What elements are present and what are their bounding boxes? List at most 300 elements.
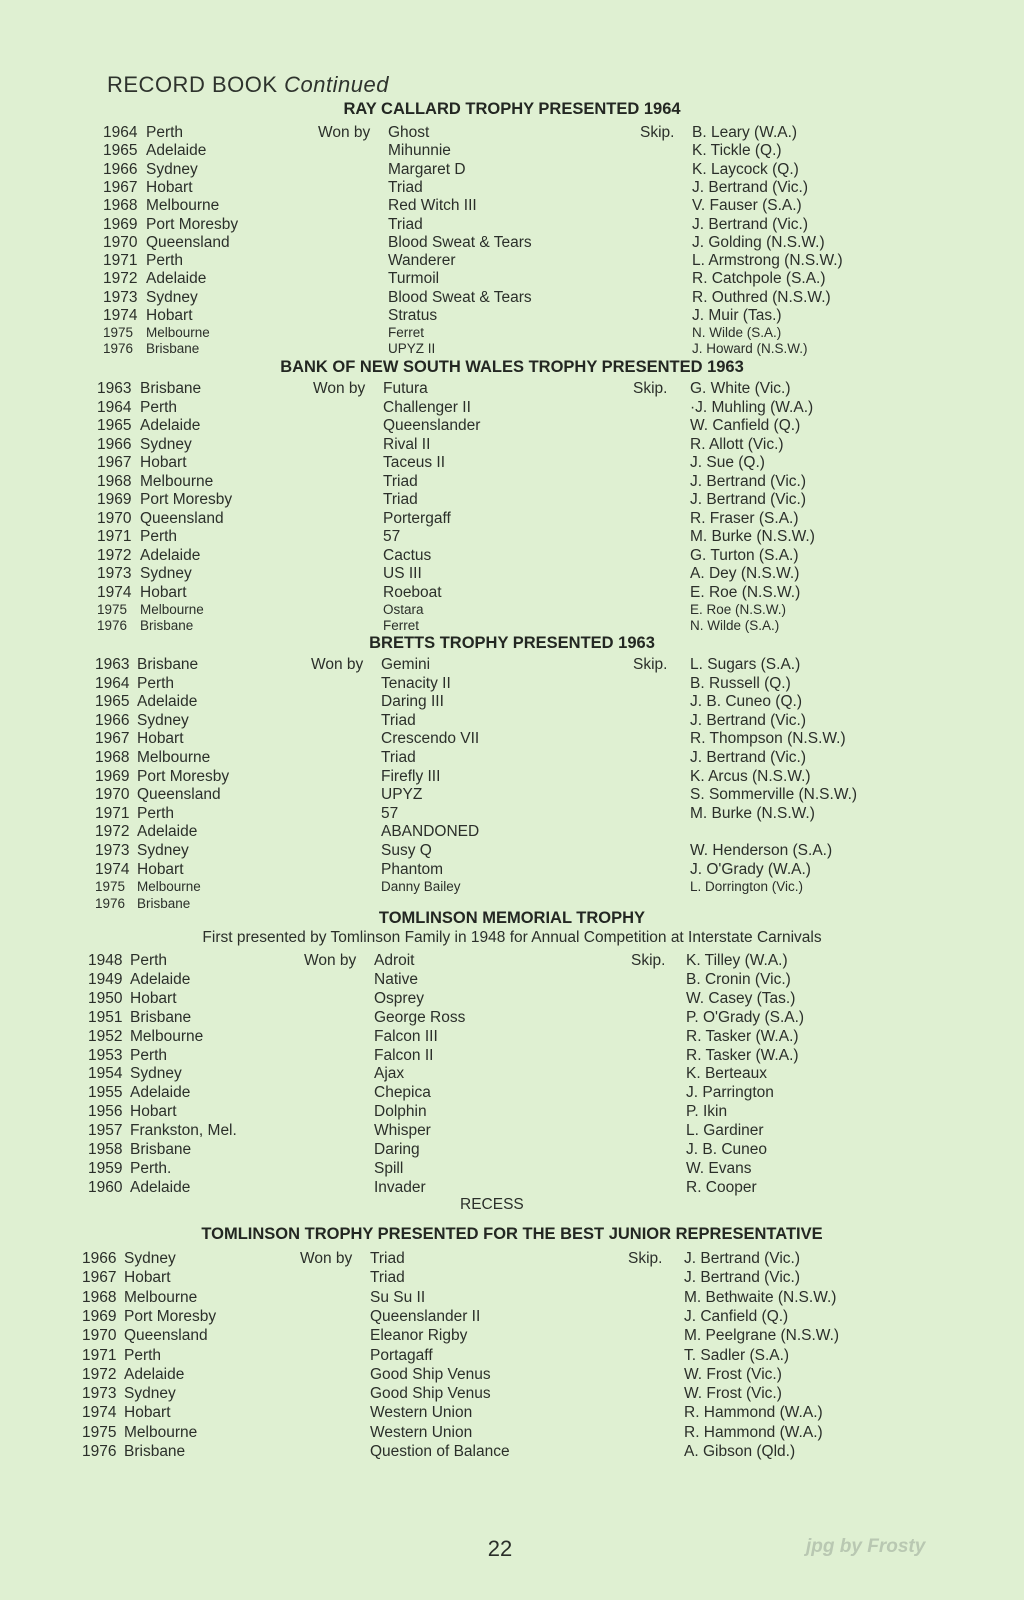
row-yacht: Blood Sweat & Tears: [388, 288, 532, 306]
row-yacht: Ostara: [383, 602, 424, 617]
row-year: 1968: [82, 1288, 117, 1306]
row-venue: Brisbane: [146, 340, 200, 356]
header-title: RECORD BOOK: [107, 72, 278, 97]
skip-label: Skip.: [631, 952, 666, 969]
row-yacht: Cactus: [383, 546, 432, 564]
row-skipper: B. Russell (Q.): [690, 674, 791, 692]
row-venue: Brisbane: [140, 617, 194, 633]
row-year: 1967: [82, 1269, 117, 1287]
row-yacht: Dolphin: [374, 1103, 427, 1121]
row-skipper: S. Sommerville (N.S.W.): [690, 786, 858, 804]
row-venue: Perth.: [130, 1159, 172, 1177]
row-skipper: J. Bertrand (Vic.): [684, 1269, 801, 1287]
row-yacht: Taceus II: [383, 454, 446, 471]
row-venue: Brisbane: [124, 1443, 186, 1460]
row-year: 1955: [88, 1084, 123, 1102]
row-yacht: Triad: [388, 215, 423, 233]
row-year: 1965: [103, 142, 138, 160]
scan-credit: jpg by Frosty: [806, 1536, 926, 1557]
page-number: 22: [487, 1536, 513, 1561]
row-year: 1975: [82, 1423, 117, 1441]
row-venue: Sydney: [140, 565, 192, 582]
row-venue: Sydney: [146, 288, 198, 306]
skip-label: Skip.: [633, 380, 668, 397]
row-skipper: R. Tasker (W.A.): [686, 1046, 799, 1064]
row-yacht: Invader: [374, 1178, 426, 1196]
row-venue: Adelaide: [130, 1178, 191, 1196]
row-year: 1964: [103, 124, 138, 141]
row-yacht: Chepica: [374, 1084, 431, 1102]
result-row: [0, 805, 1024, 823]
row-yacht: Eleanor Rigby: [370, 1327, 468, 1345]
result-row: [0, 270, 1024, 288]
row-year: 1976: [103, 340, 134, 356]
row-yacht: Daring: [374, 1141, 420, 1158]
row-yacht: Blood Sweat & Tears: [388, 233, 532, 251]
row-venue: Hobart: [140, 583, 187, 601]
row-year: 1969: [103, 215, 138, 233]
row-venue: Sydney: [130, 1065, 182, 1083]
row-year: 1968: [95, 749, 130, 766]
row-year: 1967: [95, 730, 130, 748]
row-yacht: ABANDONED: [381, 823, 480, 841]
row-yacht: Adroit: [374, 952, 415, 969]
row-skipper: T. Sadler (S.A.): [684, 1346, 790, 1364]
row-yacht: Rival II: [383, 435, 431, 453]
row-year: 1969: [95, 767, 130, 785]
row-year: 1967: [103, 178, 138, 196]
row-yacht: Ghost: [388, 124, 430, 141]
row-year: 1966: [103, 160, 138, 178]
row-year: 1953: [88, 1046, 123, 1064]
row-venue: Perth: [146, 252, 184, 270]
row-venue: Perth: [137, 804, 175, 822]
row-skipper: J. Bertrand (Vic.): [684, 1250, 801, 1267]
result-row: [0, 1179, 1024, 1197]
result-row: [0, 1308, 1024, 1326]
result-row: [0, 730, 1024, 748]
row-skipper: K. Laycock (Q.): [692, 160, 799, 178]
row-venue: Brisbane: [130, 1008, 192, 1026]
result-row: [0, 584, 1024, 602]
row-venue: Hobart: [146, 178, 193, 196]
row-venue: Adelaide: [137, 693, 198, 711]
row-skipper: K. Tilley (W.A.): [686, 952, 788, 969]
result-row: [0, 510, 1024, 528]
row-year: 1975: [95, 879, 126, 895]
row-year: 1959: [88, 1159, 123, 1177]
row-venue: Melbourne: [140, 602, 204, 617]
row-venue: Queensland: [140, 509, 224, 527]
row-yacht: Daring III: [381, 693, 444, 711]
result-row: [0, 1269, 1024, 1287]
recess-note: RECESS: [460, 1196, 524, 1213]
row-yacht: 57: [383, 528, 401, 545]
row-skipper: J. Bertrand (Vic.): [692, 215, 809, 233]
row-yacht: Triad: [381, 749, 416, 766]
result-row: [0, 380, 1024, 398]
row-year: 1972: [103, 270, 138, 288]
row-year: 1971: [103, 252, 138, 270]
result-row: [0, 1347, 1024, 1365]
row-yacht: US III: [383, 565, 422, 582]
row-venue: Queensland: [124, 1327, 208, 1345]
result-row: [0, 823, 1024, 841]
row-skipper: B. Cronin (Vic.): [686, 970, 791, 988]
page-header: [107, 72, 389, 98]
won-by-label: Won by: [300, 1250, 353, 1267]
row-venue: Brisbane: [130, 1141, 192, 1158]
row-year: 1956: [88, 1103, 123, 1121]
row-yacht: Roeboat: [383, 583, 442, 601]
row-year: 1973: [97, 565, 132, 582]
row-venue: Adelaide: [140, 417, 201, 434]
result-row: [0, 971, 1024, 989]
won-by-label: Won by: [311, 656, 364, 673]
row-yacht: Futura: [383, 380, 428, 397]
row-yacht: 57: [381, 804, 399, 822]
row-yacht: Triad: [381, 711, 416, 729]
row-venue: Adelaide: [130, 1084, 191, 1102]
row-venue: Perth: [140, 528, 178, 545]
row-skipper: K. Arcus (N.S.W.): [690, 767, 811, 785]
header-continued: Continued: [284, 72, 389, 97]
row-yacht: Challenger II: [383, 398, 471, 416]
row-venue: Brisbane: [137, 896, 191, 912]
skip-label: Skip.: [640, 124, 675, 141]
row-yacht: George Ross: [374, 1008, 466, 1026]
row-yacht: Ferret: [388, 325, 425, 341]
row-venue: Perth: [130, 952, 168, 969]
result-row: [0, 693, 1024, 711]
row-venue: Queensland: [137, 786, 221, 804]
row-year: 1966: [95, 711, 130, 729]
row-year: 1952: [88, 1027, 123, 1045]
row-yacht: Wanderer: [388, 252, 456, 270]
row-venue: Adelaide: [140, 546, 201, 564]
row-venue: Perth: [140, 398, 178, 416]
row-year: 1975: [103, 325, 134, 341]
row-skipper: M. Burke (N.S.W.): [690, 528, 815, 545]
result-row: [0, 786, 1024, 804]
row-year: 1970: [95, 786, 130, 804]
row-skipper: J. Bertrand (Vic.): [690, 472, 807, 490]
row-year: 1963: [95, 656, 130, 673]
row-venue: Frankston, Mel.: [130, 1122, 237, 1140]
row-skipper: J. Golding (N.S.W.): [692, 233, 825, 251]
row-venue: Brisbane: [140, 380, 202, 397]
row-yacht: Triad: [388, 178, 423, 196]
row-year: 1968: [97, 472, 132, 490]
row-year: 1973: [103, 288, 138, 306]
row-year: 1950: [88, 989, 123, 1007]
result-row: [0, 252, 1024, 270]
result-row: [0, 1443, 1024, 1461]
result-row: [0, 952, 1024, 970]
result-row: [0, 768, 1024, 786]
row-skipper: M. Burke (N.S.W.): [690, 804, 815, 822]
row-skipper: N. Wilde (S.A.): [690, 617, 780, 633]
row-year: 1970: [82, 1327, 117, 1345]
row-year: 1972: [95, 823, 130, 841]
row-venue: Adelaide: [124, 1365, 185, 1383]
row-venue: Adelaide: [137, 823, 198, 841]
row-venue: Hobart: [137, 730, 184, 748]
result-row: [0, 1160, 1024, 1178]
row-yacht: Western Union: [370, 1423, 473, 1441]
row-venue: Melbourne: [146, 325, 210, 341]
row-yacht: Tenacity II: [381, 674, 451, 692]
row-year: 1976: [95, 896, 126, 912]
trophy-title: TOMLINSON TROPHY PRESENTED FOR THE BEST JUNIOR REPRESENTATIVE: [201, 1225, 823, 1243]
row-year: 1974: [97, 583, 132, 601]
result-row: [0, 1385, 1024, 1403]
row-skipper: R. Thompson (N.S.W.): [690, 730, 846, 748]
row-skipper: M. Peelgrane (N.S.W.): [684, 1327, 840, 1345]
row-venue: Melbourne: [146, 197, 220, 215]
row-year: 1957: [88, 1122, 123, 1140]
row-year: 1973: [82, 1385, 117, 1403]
row-yacht: Good Ship Venus: [370, 1385, 491, 1403]
result-row: [0, 1103, 1024, 1121]
row-venue: Hobart: [140, 454, 187, 471]
row-skipper: R. Outhred (N.S.W.): [692, 288, 831, 306]
result-row: [0, 861, 1024, 879]
row-yacht: Queenslander II: [370, 1307, 481, 1325]
row-venue: Queensland: [146, 233, 230, 251]
row-skipper: V. Fauser (S.A.): [692, 197, 802, 215]
row-year: 1972: [82, 1365, 117, 1383]
result-row: [0, 289, 1024, 307]
row-skipper: N. Wilde (S.A.): [692, 325, 782, 341]
row-skipper: J. Bertrand (Vic.): [690, 491, 807, 508]
row-skipper: R. Allott (Vic.): [690, 435, 784, 453]
row-skipper: R. Catchpole (S.A.): [692, 270, 826, 288]
row-venue: Melbourne: [140, 472, 214, 490]
row-yacht: Spill: [374, 1159, 404, 1177]
row-year: 1974: [103, 307, 138, 324]
row-venue: Sydney: [140, 435, 192, 453]
row-skipper: L. Dorrington (Vic.): [690, 879, 804, 895]
result-row: [0, 142, 1024, 160]
row-skipper: J. Parrington: [686, 1084, 774, 1102]
result-row: [0, 547, 1024, 565]
row-skipper: A. Gibson (Qld.): [684, 1443, 796, 1460]
row-yacht: Crescendo VII: [381, 730, 480, 748]
row-skipper: G. Turton (S.A.): [690, 546, 799, 564]
row-year: 1964: [95, 674, 130, 692]
result-row: [0, 491, 1024, 509]
row-yacht: Mihunnie: [388, 142, 451, 160]
row-year: 1966: [82, 1250, 117, 1267]
row-year: 1973: [95, 842, 130, 859]
won-by-label: Won by: [304, 952, 357, 969]
row-skipper: J. Bertrand (Vic.): [692, 178, 809, 196]
row-yacht: Red Witch III: [388, 197, 477, 215]
result-row: [0, 473, 1024, 491]
row-venue: Adelaide: [130, 970, 191, 988]
row-skipper: J. Howard (N.S.W.): [692, 340, 808, 356]
row-year: 1971: [95, 804, 130, 822]
row-yacht: Question of Balance: [370, 1443, 510, 1460]
row-venue: Perth: [146, 124, 184, 141]
row-yacht: Margaret D: [388, 160, 466, 178]
row-skipper: E. Roe (N.S.W.): [690, 583, 801, 601]
result-row: [0, 712, 1024, 730]
row-skipper: J. Bertrand (Vic.): [690, 749, 807, 766]
result-row: [0, 399, 1024, 417]
row-year: 1965: [97, 417, 132, 434]
trophy-title: TOMLINSON MEMORIAL TROPHY: [378, 909, 646, 927]
row-venue: Port Moresby: [124, 1307, 217, 1325]
row-skipper: J. O'Grady (W.A.): [690, 860, 811, 878]
row-skipper: W. Evans: [686, 1159, 752, 1177]
row-yacht: Phantom: [381, 860, 444, 878]
row-skipper: R. Hammond (W.A.): [684, 1404, 823, 1422]
row-year: 1974: [95, 860, 130, 878]
row-skipper: L. Sugars (S.A.): [690, 656, 801, 673]
result-row: [0, 1327, 1024, 1345]
trophy-subtitle: First presented by Tomlinson Family in 1948 for Annual Competition at Interstate Carnivals: [202, 929, 822, 946]
row-year: 1976: [82, 1443, 117, 1460]
row-venue: Sydney: [124, 1385, 176, 1403]
row-yacht: Portergaff: [383, 509, 451, 527]
result-row: [0, 1028, 1024, 1046]
result-row: [0, 528, 1024, 546]
row-skipper: R. Hammond (W.A.): [684, 1423, 823, 1441]
row-yacht: Firefly III: [381, 767, 441, 785]
row-yacht: Triad: [370, 1269, 405, 1287]
row-venue: Sydney: [124, 1250, 176, 1267]
row-yacht: Falcon III: [374, 1027, 438, 1045]
row-skipper: W. Canfield (Q.): [690, 417, 801, 434]
row-yacht: UPYZ II: [388, 340, 436, 356]
row-skipper: ·J. Muhling (W.A.): [690, 398, 814, 416]
result-row: [0, 234, 1024, 252]
row-skipper: P. O'Grady (S.A.): [686, 1008, 805, 1026]
row-venue: Port Moresby: [146, 215, 239, 233]
row-year: 1964: [97, 398, 132, 416]
row-venue: Brisbane: [137, 656, 199, 673]
result-row: [0, 990, 1024, 1008]
row-year: 1948: [88, 952, 123, 969]
row-yacht: Queenslander: [383, 417, 481, 434]
row-skipper: K. Berteaux: [686, 1065, 767, 1083]
result-row: [0, 1366, 1024, 1384]
won-by-label: Won by: [318, 124, 371, 141]
result-row: [0, 1122, 1024, 1140]
trophy-title: RAY CALLARD TROPHY PRESENTED 1964: [343, 100, 681, 118]
row-venue: Perth: [137, 674, 175, 692]
row-yacht: Turmoil: [388, 270, 440, 288]
row-yacht: Stratus: [388, 307, 438, 324]
row-yacht: Danny Bailey: [381, 879, 461, 895]
row-year: 1949: [88, 970, 123, 988]
result-row: [0, 1424, 1024, 1442]
row-venue: Hobart: [130, 1103, 177, 1121]
result-row: [0, 436, 1024, 454]
row-skipper: J. B. Cuneo (Q.): [690, 693, 802, 711]
result-row: [0, 1250, 1024, 1268]
row-venue: Melbourne: [137, 749, 211, 766]
row-skipper: R. Fraser (S.A.): [690, 509, 799, 527]
result-row: [0, 1047, 1024, 1065]
row-skipper: W. Casey (Tas.): [686, 989, 796, 1007]
result-row: [0, 618, 1024, 636]
result-row: [0, 1289, 1024, 1307]
row-year: 1976: [97, 617, 128, 633]
result-row: [0, 179, 1024, 197]
row-year: 1969: [97, 491, 132, 508]
row-year: 1951: [88, 1008, 123, 1026]
skip-label: Skip.: [633, 656, 668, 673]
row-year: 1971: [97, 528, 132, 545]
row-skipper: P. Ikin: [686, 1103, 728, 1121]
result-row: [0, 124, 1024, 142]
trophy-title: BANK OF NEW SOUTH WALES TROPHY PRESENTED 1963: [280, 358, 744, 376]
row-skipper: W. Frost (Vic.): [684, 1385, 782, 1403]
row-yacht: Portagaff: [370, 1346, 433, 1364]
row-skipper: J. Bertrand (Vic.): [690, 711, 807, 729]
row-venue: Adelaide: [146, 142, 207, 160]
result-row: [0, 161, 1024, 179]
row-venue: Hobart: [130, 989, 177, 1007]
row-year: 1970: [97, 509, 132, 527]
row-yacht: Good Ship Venus: [370, 1365, 491, 1383]
result-row: [0, 307, 1024, 325]
result-row: [0, 1084, 1024, 1102]
row-year: 1966: [97, 435, 132, 453]
result-row: [0, 1141, 1024, 1159]
row-skipper: J. B. Cuneo: [686, 1141, 767, 1158]
row-venue: Melbourne: [124, 1288, 198, 1306]
row-year: 1963: [97, 380, 132, 397]
row-yacht: Triad: [383, 472, 418, 490]
row-year: 1968: [103, 197, 138, 215]
row-year: 1954: [88, 1065, 123, 1083]
row-skipper: L. Armstrong (N.S.W.): [692, 252, 843, 270]
row-year: 1970: [103, 233, 138, 251]
row-year: 1958: [88, 1141, 123, 1158]
row-yacht: Gemini: [381, 656, 431, 673]
row-yacht: Ajax: [374, 1065, 405, 1083]
result-row: [0, 842, 1024, 860]
result-row: [0, 565, 1024, 583]
row-venue: Melbourne: [130, 1027, 204, 1045]
result-row: [0, 341, 1024, 359]
row-skipper: R. Tasker (W.A.): [686, 1027, 799, 1045]
result-row: [0, 656, 1024, 674]
result-row: [0, 879, 1024, 897]
row-year: 1972: [97, 546, 132, 564]
row-skipper: J. Muir (Tas.): [692, 307, 782, 324]
row-venue: Melbourne: [137, 879, 201, 895]
row-year: 1969: [82, 1307, 117, 1325]
row-venue: Hobart: [124, 1269, 171, 1287]
row-skipper: J. Sue (Q.): [690, 454, 765, 471]
row-venue: Sydney: [137, 842, 189, 859]
row-yacht: UPYZ: [381, 786, 423, 804]
row-skipper: L. Gardiner: [686, 1122, 764, 1140]
row-venue: Sydney: [146, 160, 198, 178]
row-yacht: Falcon II: [374, 1046, 434, 1064]
row-venue: Perth: [130, 1046, 168, 1064]
row-year: 1975: [97, 602, 128, 617]
row-skipper: B. Leary (W.A.): [692, 124, 798, 141]
row-yacht: Ferret: [383, 617, 420, 633]
row-venue: Port Moresby: [137, 767, 230, 785]
result-row: [0, 1065, 1024, 1083]
